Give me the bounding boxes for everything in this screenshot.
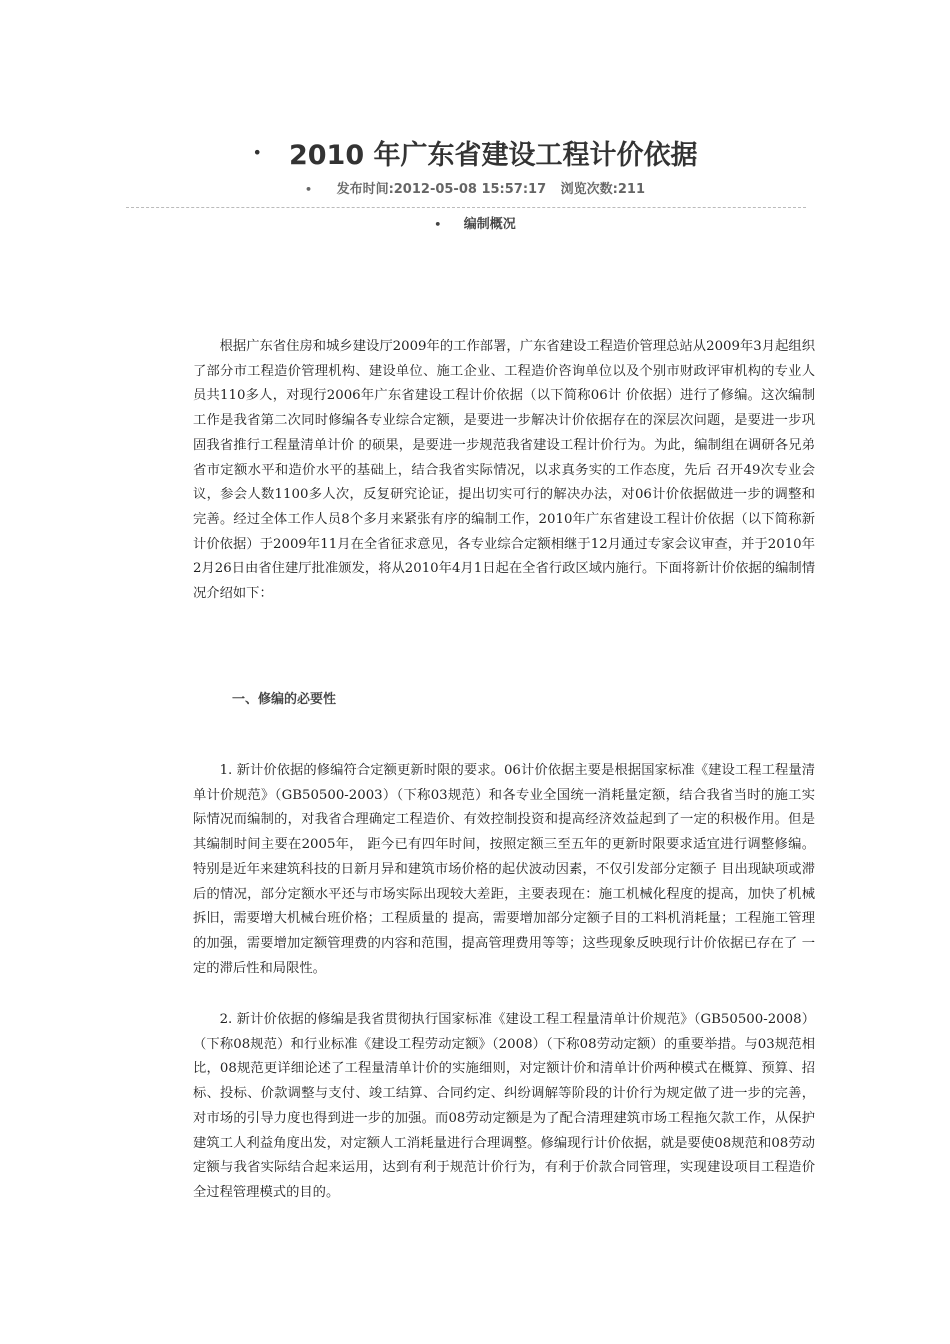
section-heading: 一、修编的必要性 — [232, 692, 337, 707]
subheading-row — [0, 213, 950, 232]
subheading-bullet: • — [434, 218, 442, 231]
item-2-paragraph: 2. 新计价依据的修编是我省贯彻执行国家标准《建设工程工程量清单计价规范》（GB50500-2008）（下称08规范）和行业标准《建设工程劳动定额》（2008）（下称08劳动定额）的重要举措。与03规范相比，08规范更详细论述了工程量清单计价的实施细则，对定额计价和清单计价两种模式在概算、预算、招标、投标、价款调整与支付、竣工结算、合同约定、纠纷调解等阶段的计价行为规定做了进一步的完善，对市场的引导力度也得到进一步的加强。而08劳动定额是为了配合清理建筑市场工程拖欠款工作，从保护建筑工人利益角度出发，对定额人工消耗量进行合理调整。修编现行计价依据，就是要使08规范和08劳动定额与我省实际结合起来运用，达到有利于规范计价行为，有利于价款合同管理，实现建设项目工程造价全过程管理模式的目的。 — [193, 1012, 815, 1200]
article-title-row — [0, 133, 950, 172]
meta-bullet: • — [305, 183, 313, 196]
dashed-divider — [126, 207, 806, 208]
title-bullet: • — [252, 143, 262, 162]
page-title: 2010 年广东省建设工程计价依据 — [288, 140, 698, 171]
article-meta — [0, 178, 950, 197]
intro-paragraph: 根据广东省住房和城乡建设厅2009年的工作部署，广东省建设工程造价管理总站从2009年3月起组织了部分市工程造价管理机构、建设单位、施工企业、工程造价咨询单位以及个别市财政评审机构的专业人员共110多人，对现行2006年广东省建设工程计价依据（以下简称06计 价依据）进行了修编。这次编制工作是我省第二次同时修编各专业综合定额，是要进一步解决计价依据存在的深层次问题，是要进一步巩固我省推行工程量清单计价 的硕果，是要进一步规范我省建设工程计价行为。为此，编制组在调研各兄弟省市定额水平和造价水平的基础上，结合我省实际情况，以求真务实的工作态度，先后 召开49次专业会议，参会人数1100多人次，反复研究论证，提出切实可行的解决办法，对06计价依据做进一步的调整和完善。经过全体工作人员8个多月来紧张有序的编制工作，2010年广东省建设工程计价依据（以下简称新计价依据）于2009年11月在全省征求意见，各专业综合定额相继于12月通过专家会议审查，并于2010年2月26日由省住建厅批准颁发，将从2010年4月1日起在全省行政区域内施行。下面将新计价依据的编制情况介绍如下： — [193, 339, 815, 602]
publish-time: 发布时间:2012-05-08 15:57:17 — [336, 182, 547, 197]
view-count: 浏览次数:211 — [560, 182, 645, 197]
item-1-paragraph: 1. 新计价依据的修编符合定额更新时限的要求。06计价依据主要是根据国家标准《建设工程工程量清单计价规范》（GB50500-2003）（下称03规范）和各专业全国统一消耗量定额，结合我省当时的施工实际情况而编制的，对我省合理确定工程造价、有效控制投资和提高经济效益起到了一定的积极作用。但是其编制时间主要在2005年， 距今已有四年时间，按照定额三至五年的更新时限要求适宜进行调整修编。特别是近年来建筑科技的日新月异和建筑市场价格的起伏波动因素，不仅引发部分定额子 目出现缺项或滞后的情况，部分定额水平还与市场实际出现较大差距，主要表现在：施工机械化程度的提高，加快了机械拆旧，需要增大机械台班价格；工程质量的 提高，需要增加部分定额子目的工料机消耗量；工程施工管理的加强，需要增加定额管理费的内容和范围，提高管理费用等等；这些现象反映现行计价依据已存在了 一定的滞后性和局限性。 — [193, 763, 815, 976]
subheading: 编制概况 — [463, 217, 516, 232]
